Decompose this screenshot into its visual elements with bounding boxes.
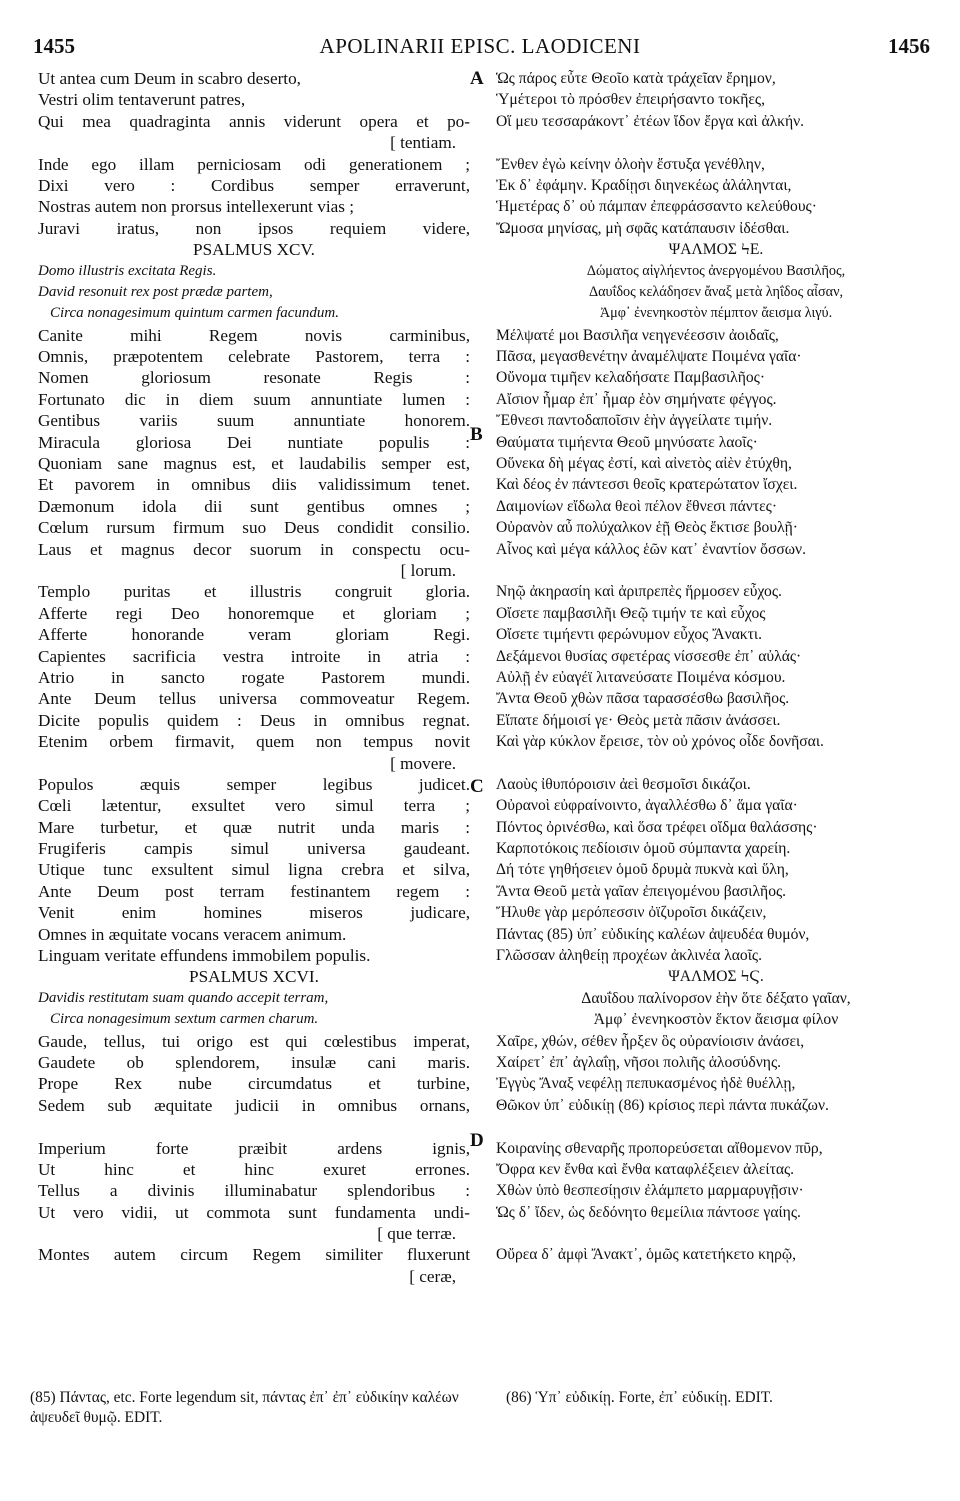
greek-line xyxy=(496,753,936,774)
greek-line: Οὐρανὸν αὖ πολύχαλκον ἑῇ Θεὸς ἔκτισε βουλῇ· xyxy=(496,519,798,537)
greek-line: Κοιρανίης σθεναρῆς προπορεύσεται αἴθομενον πῦρ, xyxy=(496,1139,823,1157)
latin-line: Prope Rex nube circumdatus et turbine, xyxy=(38,1074,470,1094)
latin-line: Ante Deum tellus universa commoveatur Regem. xyxy=(38,689,470,709)
latin-line: [ lorum. xyxy=(400,560,456,580)
greek-line: Δαυΐδου παλίνορσον ἑὴν ὅτε δέξατο γαῖαν, xyxy=(581,989,851,1007)
greek-line: Γλῶσσαν ἀληθείῃ προχέων ἀκλινέα λαοῖς. xyxy=(496,947,762,965)
greek-line: Νηῷ ἀκηρασίη καὶ ἀριπρεπὲς ἥρμοσεν εὖχος. xyxy=(496,583,782,601)
greek-line: Χαῖρε, χθών, σέθεν ἦρξεν ὃς οὐρανίοισιν ἀνάσει, xyxy=(496,1032,805,1050)
latin-line: Vestri olim tentaverunt patres, xyxy=(38,90,246,110)
latin-line: Domo illustris excitata Regis. xyxy=(38,262,217,279)
greek-line: Ὤμοσα μηνίσας, μὴ σφᾶς κατάπαυσιν ἰδέσθαι. xyxy=(496,219,790,237)
latin-line: Utique tunc exsultent simul ligna crebra et silva, xyxy=(38,860,470,880)
greek-line: Μέλψατέ μοι Βασιλῆα νεηγενέεσσιν ἀοιδαῖς, xyxy=(496,326,779,344)
greek-line: Πόντος ὀρινέσθω, καὶ ὅσα τρέφει οἴδμα θαλάσσης· xyxy=(496,818,818,836)
latin-line: Omnes in æquitate vocans veracem animum. xyxy=(38,924,347,944)
greek-line: Ὡς δ᾽ ἴδεν, ὡς δεδόνητο θεμείλια πάντοσε γαίης. xyxy=(496,1203,801,1221)
latin-line: Populos æquis semper legibus judicet. xyxy=(38,774,470,794)
greek-line: Οὕνεκα δὴ μέγας ἐστί, καὶ αἰνετὸς αἰὲν ἐτύχθη, xyxy=(496,455,792,473)
latin-line: Omnis, præpotentem celebrate Pastorem, terra : xyxy=(38,347,470,367)
latin-line: Circa nonagesimum quintum carmen facundum. xyxy=(50,305,339,322)
latin-line: PSALMUS XCV. xyxy=(193,240,315,260)
latin-line: Frugiferis campis simul universa gaudeant. xyxy=(38,839,470,859)
section-marker-c: C xyxy=(470,776,484,797)
latin-line: Afferte regi Deo honoremque et gloriam ; xyxy=(38,603,470,623)
latin-line: Linguam veritate effundens immobilem populis. xyxy=(38,946,371,966)
latin-line: Gaude, tellus, tui origo est qui cœlestibus imperat, xyxy=(38,1031,470,1051)
latin-line: Ut vero vidii, ut commota sunt fundamenta undi- xyxy=(38,1202,470,1222)
latin-line: [ ceræ, xyxy=(409,1266,456,1286)
greek-line: Ἀμφ᾽ ἐνενηκοστὸν ἕκτον ἄεισμα φίλον xyxy=(593,1011,839,1029)
latin-line: Capientes sacrificia vestra introite in atria : xyxy=(38,646,470,666)
greek-line: Ἡμετέρας δ᾽ οὐ πάμπαν ἐπεφράσσαντο κελεύθους· xyxy=(496,198,817,216)
latin-line: Venit enim homines miseros judicare, xyxy=(38,903,470,923)
latin-line: Montes autem circum Regem similiter fluxerunt xyxy=(38,1245,470,1265)
page-number-right: 1456 xyxy=(888,34,930,58)
latin-line: Gentibus variis suum annuntiate honorem. xyxy=(38,411,470,431)
latin-line: Qui mea quadraginta annis viderunt opera et po- xyxy=(38,111,470,131)
latin-line: [ tentiam. xyxy=(390,133,456,153)
latin-line: Ut hinc et hinc exuret errones. xyxy=(38,1159,470,1179)
latin-line: Juravi iratus, non ipsos requiem videre, xyxy=(38,218,470,238)
greek-column xyxy=(496,68,936,1266)
greek-line: Δώματος αἰγλήεντος ἀνεργομένου Βασιλῆος, xyxy=(586,262,846,279)
greek-line: Οἴσετε τιμήεντι φερώνυμον εὖχος Ἄνακτι. xyxy=(496,626,763,644)
greek-line xyxy=(496,132,936,153)
latin-line: Inde ego illam perniciosam odi generationem ; xyxy=(38,154,470,174)
greek-line: Ἀμφ᾽ ἐνενηκοστὸν πέμπτον ἄεισμα λιγύ. xyxy=(599,305,833,322)
greek-line: Οὐρανοὶ εὐφραίνοιντο, ἀγαλλέσθω δ᾽ ἅμα γαῖα· xyxy=(496,797,798,815)
latin-line: Nomen gloriosum resonate Regis : xyxy=(38,368,470,388)
greek-line: Οἴσετε παμβασιλῆι Θεῷ τιμήν τε καὶ εὖχος xyxy=(496,604,766,622)
greek-line: Πάντας (85) ὑπ᾽ εὐδικίης καλέων ἀψευδέα θυμόν, xyxy=(496,925,810,943)
latin-line: Dæmonum idola dii sunt gentibus omnes ; xyxy=(38,496,470,516)
latin-line: Sedem sub æquitate judicii in omnibus ornans, xyxy=(38,1095,470,1115)
latin-line: David resonuit rex post prædæ partem, xyxy=(38,283,273,300)
greek-line: Θαύματα τιμήεντα Θεοῦ μηνύσατε λαοῖς· xyxy=(496,433,758,451)
greek-line: Ἄντα Θεοῦ χθὼν πᾶσα ταρασσέσθω βασιλῆος. xyxy=(496,690,790,708)
latin-line: Tellus a divinis illuminabatur splendoribus : xyxy=(38,1181,470,1201)
greek-line: Αἴσιον ἦμαρ ἐπ᾽ ἦμαρ ἑὸν σημήνατε φέγγος. xyxy=(496,390,777,408)
greek-line: Ἤλυθε γὰρ μερόπεσσιν ὀϊζυροῖσι δικάζειν, xyxy=(496,904,767,922)
latin-line: Atrio in sancto rogate Pastorem mundi. xyxy=(38,667,470,687)
latin-line: Ante Deum post terram festinantem regem : xyxy=(38,881,470,901)
greek-line: ΨΑΛΜΟΣ ϞϚ. xyxy=(668,968,764,986)
greek-line: Χαίρετ᾽ ἐπ᾽ ἀγλαΐῃ, νῆσοι πολιῆς ἁλοσύδνης. xyxy=(496,1053,782,1071)
greek-line: Οὔρεα δ᾽ ἀμφὶ Ἄνακτ᾽, ὁμῶς κατετήκετο κηρῷ, xyxy=(496,1246,797,1264)
greek-line: Πᾶσα, μεγασθενέτην ἀναμέλψατε Ποιμένα γαῖα· xyxy=(496,348,802,366)
latin-line: Dicite populis quidem : Deus in omnibus regnat. xyxy=(38,710,470,730)
latin-line: Afferte honorande veram gloriam Regi. xyxy=(38,625,470,645)
latin-line: Davidis restitutam suam quando accepit terram, xyxy=(38,989,329,1006)
greek-line: Δεξάμενοι θυσίας σφετέρας νίσσεσθε ἐπ᾽ αὐλάς· xyxy=(496,647,802,665)
greek-line: Δή τότε γηθήσειεν ὁμοῦ δρυμὰ πυκνὰ καὶ ὕλη, xyxy=(496,861,789,879)
latin-line: Quoniam sane magnus est, et laudabilis semper est, xyxy=(38,454,470,474)
greek-line: Αὐλῇ ἐν εὐαγέϊ λιτανεύσατε Ποιμένα κόσμου. xyxy=(496,668,786,686)
latin-line: Ut antea cum Deum in scabro deserto, xyxy=(38,69,301,88)
latin-line: Nostras autem non prorsus intellexerunt vias ; xyxy=(38,197,354,217)
page-header xyxy=(0,30,960,64)
greek-line: Ἔθνεσι παντοδαποῖσιν ἑὴν ἀγγείλατε τιμήν. xyxy=(496,412,773,430)
greek-line: Ὑμέτεροι τὸ πρόσθεν ἐπειρήσαντο τοκῆες, xyxy=(496,91,765,109)
latin-line: Fortunato dic in diem suum annuntiate lumen : xyxy=(38,389,470,409)
latin-line: PSALMUS XCVI. xyxy=(189,967,319,987)
latin-line: Miracula gloriosa Dei nuntiate populis : xyxy=(38,432,470,452)
greek-line: Ἄντα Θεοῦ μετὰ γαῖαν ἐπειγομένου βασιλῆος. xyxy=(496,882,787,900)
latin-line: Templo puritas et illustris congruit gloria. xyxy=(38,582,470,602)
greek-line xyxy=(496,560,936,581)
latin-line: Dixi vero : Cordibus semper erraverunt, xyxy=(38,175,470,195)
latin-line xyxy=(38,1116,470,1137)
latin-line: Mare turbetur, et quæ nutrit unda maris : xyxy=(38,817,470,837)
latin-column xyxy=(38,68,470,1287)
greek-line: Ἐγγὺς Ἄναξ νεφέλῃ πεπυκασμένος ἠδὲ θυέλλῃ, xyxy=(496,1075,796,1093)
footnote-85: (85) Πάντας, etc. Forte legendum sit, πάντας ἐπ᾽ ἐπ᾽ εὐδικίην καλέων ἀψευδεῖ θυμῷ. EDIT. xyxy=(30,1389,459,1426)
greek-line: Δαιμονίων εἴδωλα θεοὶ πέλον ἔθνεσι πάντες· xyxy=(496,497,778,515)
section-marker-b: B xyxy=(470,424,483,445)
greek-line xyxy=(496,1116,936,1137)
latin-line: Imperium forte præibit ardens ignis, xyxy=(38,1138,470,1158)
latin-line: Canite mihi Regem novis carminibus, xyxy=(38,325,470,345)
footnote-86: (86) Ὑπ᾽ εὐδικίῃ. Forte, ἐπ᾽ εὐδικίῃ. EDIT. xyxy=(506,1389,773,1406)
latin-line: [ movere. xyxy=(390,753,456,773)
latin-line: Cœlum rursum firmum suo Deus condidit consilio. xyxy=(38,518,470,538)
latin-line: Circa nonagesimum sextum carmen charum. xyxy=(50,1011,319,1028)
greek-line xyxy=(496,1223,936,1244)
section-marker-a: A xyxy=(470,68,484,89)
greek-line: Καὶ γὰρ κύκλον ἔρεισε, τὸν οὐ χρόνος οἶδε δονῆσαι. xyxy=(496,733,824,751)
section-marker-d: D xyxy=(470,1130,484,1151)
greek-line: Ἐκ δ᾽ ἐφάμην. Κραδίῃσι διηνεκέως ἀλάληνται, xyxy=(496,176,792,194)
page-number-left: 1455 xyxy=(33,34,75,58)
latin-line: Et pavorem in omnibus diis validissimum tenet. xyxy=(38,475,470,495)
greek-line: Ὄφρα κεν ἔνθα καὶ ἔνθα καταφλέξειεν ἀλείτας. xyxy=(496,1160,795,1178)
greek-line: Καρποτόκοις πεδίοισιν ὁμοῦ σύμπαντα χαρείη. xyxy=(496,840,791,858)
greek-line: Θῶκον ὑπ᾽ εὐδικίῃ (86) κρίσιος περὶ πάντα πυκάζων. xyxy=(496,1096,829,1114)
latin-line: Laus et magnus decor suorum in conspectu ocu- xyxy=(38,539,470,559)
greek-line: ΨΑΛΜΟΣ ϞΕ. xyxy=(668,241,764,259)
greek-line: Εἴπατε δήμοισί γε· Θεὸς μετὰ πᾶσιν ἀνάσσει. xyxy=(496,711,781,729)
latin-line: Etenim orbem firmavit, quem non tempus novit xyxy=(38,732,470,752)
greek-line: Δαυΐδος κελάδησεν ἄναξ μετὰ ληΐδος αἶσαν, xyxy=(588,283,844,300)
latin-line: Gaudete ob splendorem, insulæ cani maris. xyxy=(38,1052,470,1072)
greek-line: Λαοὺς ἰθυπόροισιν ἀεὶ θεσμοῖσι δικάζοι. xyxy=(496,775,751,793)
greek-line: Ἔνθεν ἐγὼ κείνην ὀλοὴν ἔστυξα γενέθλην, xyxy=(496,155,765,173)
running-title: APOLINARII EPISC. LAODICENI xyxy=(319,34,641,58)
greek-line: Οἵ μευ τεσσαράκοντ᾽ ἐτέων ἴδον ἔργα καὶ ἀλκήν. xyxy=(496,112,805,130)
latin-line: Cœli lætentur, exsultet vero simul terra ; xyxy=(38,796,470,816)
greek-line: Ὡς πάρος εὖτε Θεοῖο κατὰ τράχεῖαν ἔρημον, xyxy=(496,70,776,87)
greek-line: Αἶνος καὶ μέγα κάλλος ἑῶν κατ᾽ ἐναντίον ὄσσων. xyxy=(496,540,806,558)
greek-line: Οὔνομα τιμῆεν κελαδήσατε Παμβασιλῆος· xyxy=(496,369,766,387)
greek-line: Χθὼν ὑπὸ θεσπεσίῃσιν ἐλάμπετο μαρμαρυγῇσιν· xyxy=(496,1182,804,1200)
latin-line: [ que terræ. xyxy=(377,1224,456,1244)
greek-line: Καὶ δέος ἐν πάντεσσι θεοῖς κρατερώτατον ἴσχει. xyxy=(496,476,798,494)
